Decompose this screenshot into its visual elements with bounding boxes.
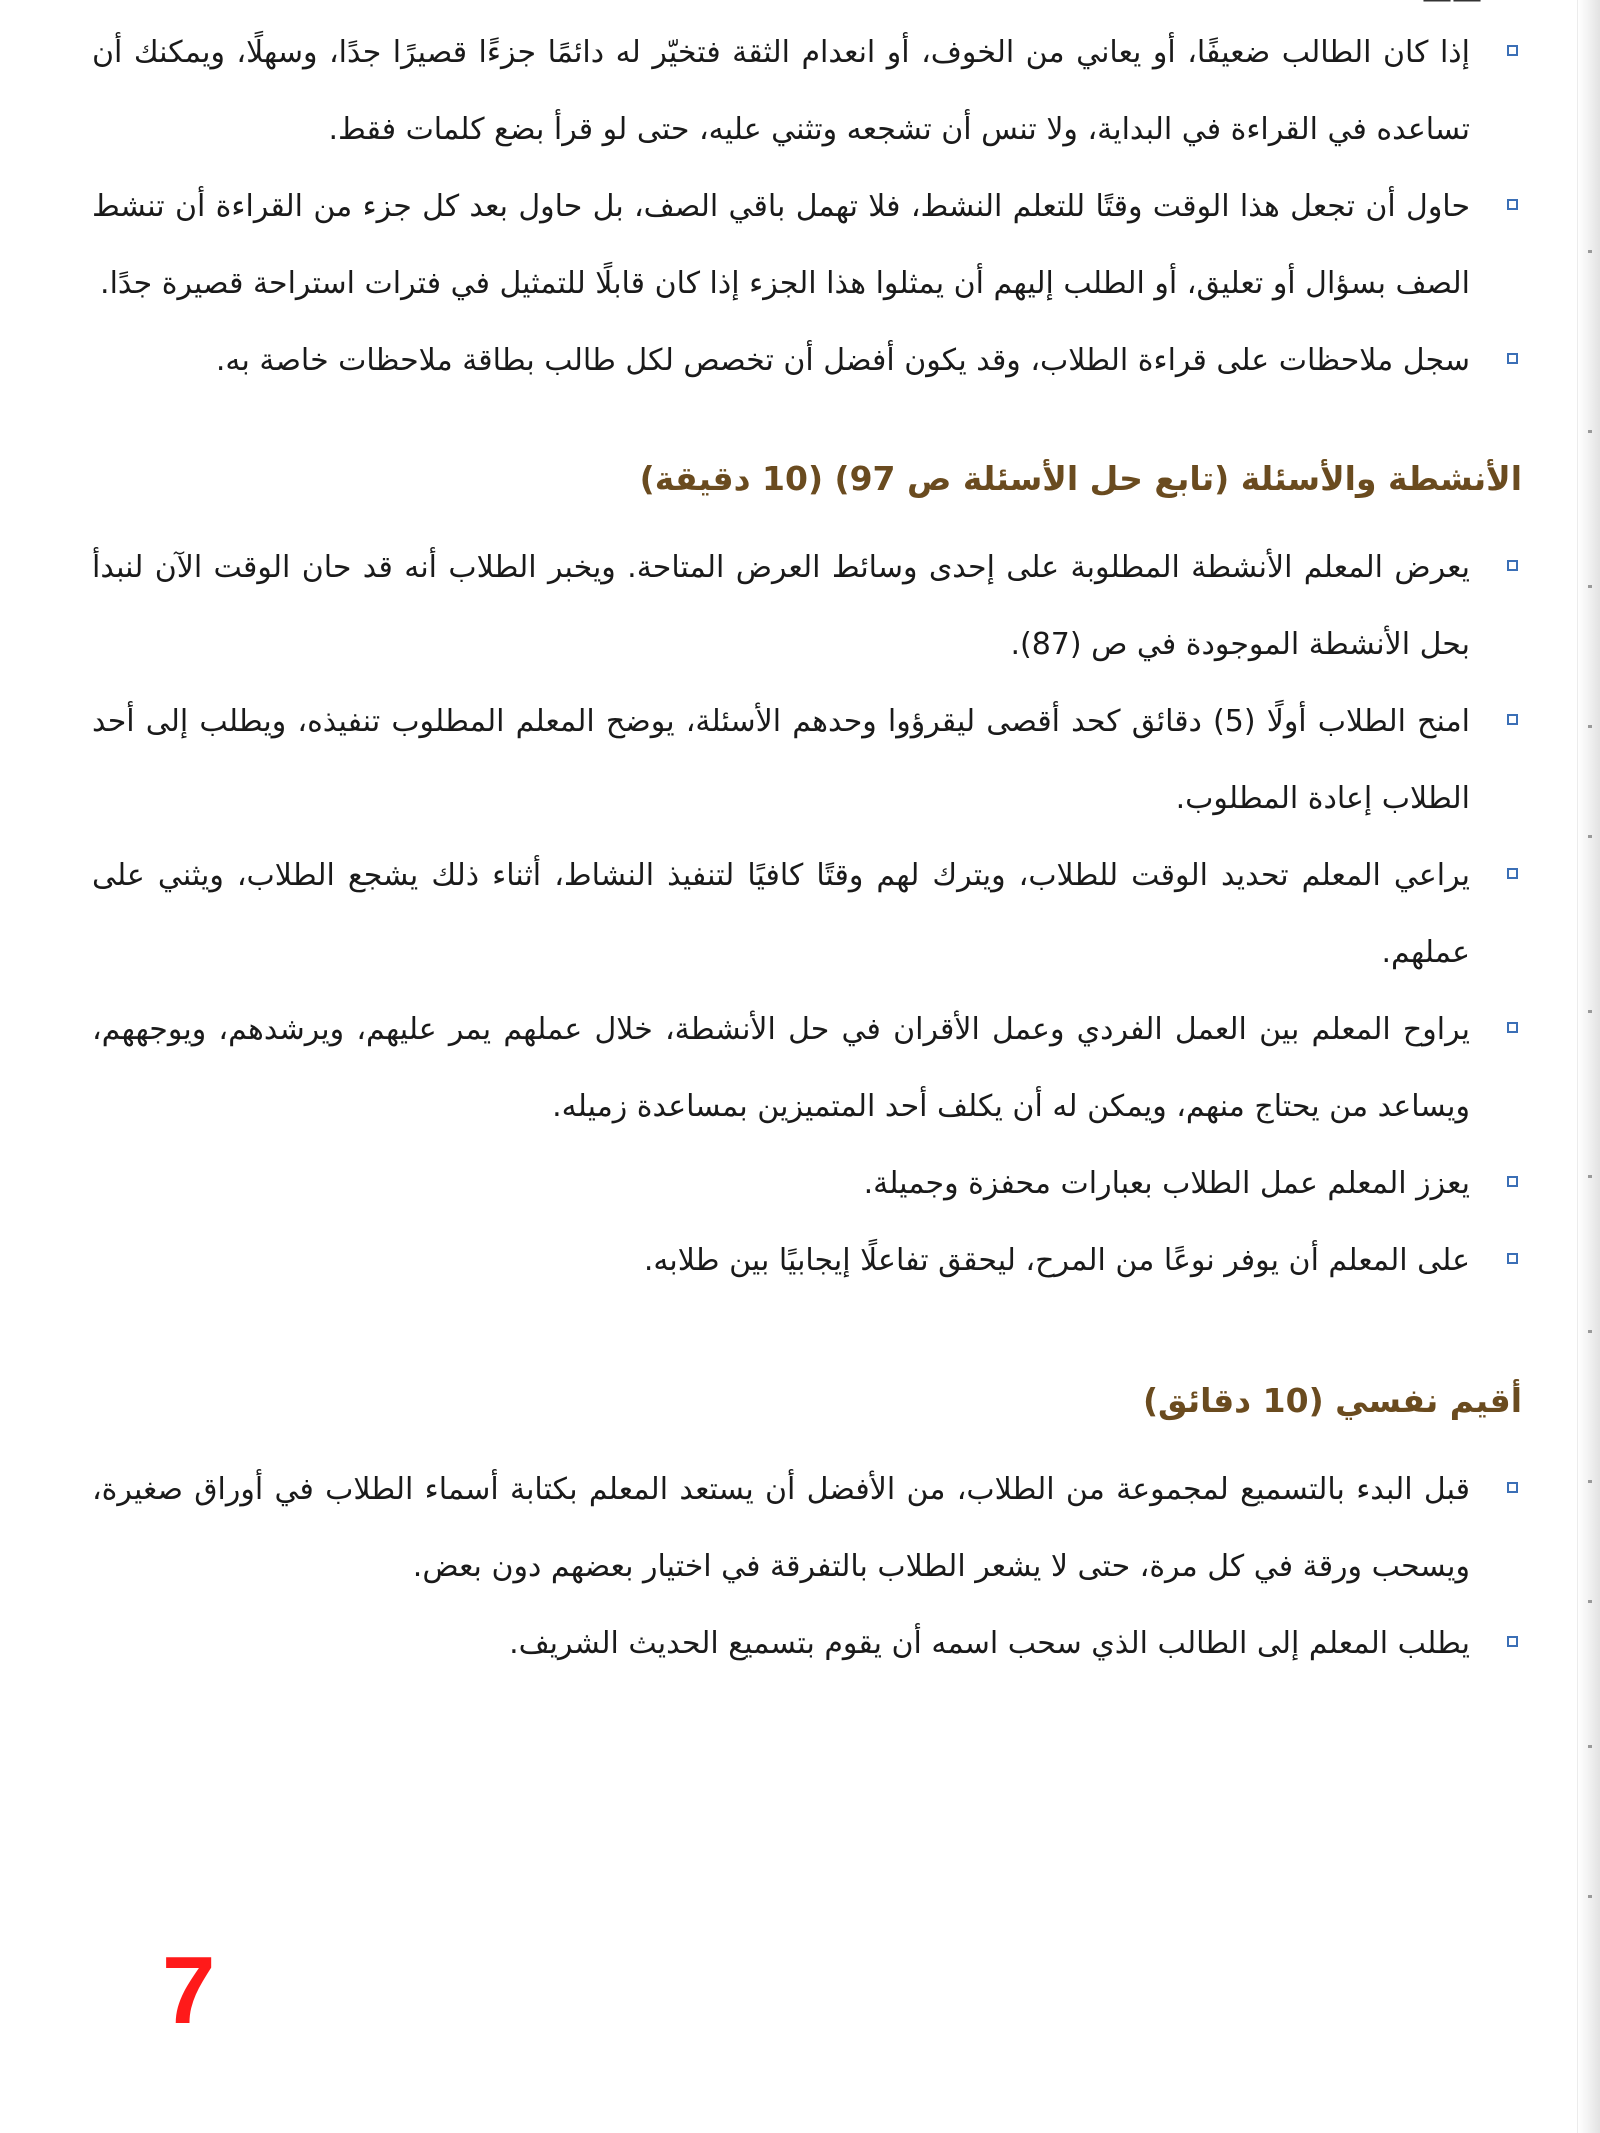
list-item-text: حاول أن تجعل هذا الوقت وقتًا للتعلم النشط، فلا تهمل باقي الصف، بل حاول بعد كل جزء من القراءة أن تنشط الصف بسؤال أو تعليق، أو الطلب إليهم أن يمثلوا هذا الجزء إذا كان قابلًا للتمثيل في فترات استراحة قصيرة جدًا. [92,189,1470,301]
section-title-self-assessment: أقيم نفسي (10 دقائق) [1142,1381,1522,1420]
square-bullet-icon [1507,45,1518,56]
activities-bullet-list [92,529,1522,1299]
list-item-text: إذا كان الطالب ضعيفًا، أو يعاني من الخوف، أو انعدام الثقة فتخيّر له دائمًا جزءًا قصيرًا جدًا، وسهلًا، ويمكنك أن تساعده في القراءة في البداية، ولا تنس أن تشجعه وتثني عليه، حتى لو قرأ بضع كلمات فقط. [92,35,1470,147]
square-bullet-icon [1507,1022,1518,1033]
list-item [92,322,1522,399]
list-item [92,1451,1522,1605]
cut-off-line [92,0,1522,14]
list-item [92,529,1522,683]
list-item-text: يطلب المعلم إلى الطالب الذي سحب اسمه أن يقوم بتسميع الحديث الشريف. [509,1626,1470,1661]
list-item-text: يعزز المعلم عمل الطلاب بعبارات محفزة وجميلة. [863,1166,1470,1201]
self-assessment-bullet-list [92,1451,1522,1682]
page-edge-strip [1577,0,1600,2133]
square-bullet-icon [1507,1482,1518,1493]
list-item-text: على المعلم أن يوفر نوعًا من المرح، ليحقق تفاعلًا إيجابيًا بين طلابه. [643,1243,1470,1278]
list-item [92,14,1522,168]
list-item [92,1145,1522,1222]
list-item-text: سجل ملاحظات على قراءة الطلاب، وقد يكون أفضل أن تخصص لكل طالب بطاقة ملاحظات خاصة به. [215,343,1470,378]
square-bullet-icon [1507,1176,1518,1187]
list-item [92,837,1522,991]
list-item [92,1605,1522,1682]
list-item [92,683,1522,837]
page-number: 7 [162,1937,216,2044]
list-item-text: يراعي المعلم تحديد الوقت للطلاب، ويترك لهم وقتًا كافيًا لتنفيذ النشاط، أثناء ذلك يشجع الطلاب، ويثني على عملهم. [92,858,1470,970]
square-bullet-icon [1507,1253,1518,1264]
square-bullet-icon [1507,199,1518,210]
list-item-text: يعرض المعلم الأنشطة المطلوبة على إحدى وسائط العرض المتاحة. ويخبر الطلاب أنه قد حان الوقت الآن لنبدأ بحل الأنشطة الموجودة في ص (87). [92,550,1470,662]
square-bullet-icon [1507,714,1518,725]
list-item-text: قبل البدء بالتسميع لمجموعة من الطلاب، من الأفضل أن يستعد المعلم بكتابة أسماء الطلاب في أوراق صغيرة، ويسحب ورقة في كل مرة، حتى لا يشعر الطلاب بالتفرقة في اختيار بعضهم دون بعض. [92,1472,1470,1584]
reading-bullet-list [92,14,1522,399]
square-bullet-icon [1507,560,1518,571]
page-content [92,0,1522,1682]
square-bullet-icon [1507,1636,1518,1647]
square-bullet-icon [1507,868,1518,879]
list-item [92,991,1522,1145]
list-item-text: يراوح المعلم بين العمل الفردي وعمل الأقران في حل الأنشطة، خلال عملهم يمر عليهم، ويرشدهم، ويوجههم، ويساعد من يحتاج منهم، ويمكن له أن يكلف أحد المتميزين بمساعدة زميله. [92,1012,1470,1124]
list-item [92,168,1522,322]
section-title-activities: الأنشطة والأسئلة (تابع حل الأسئلة ص 97) (10 دقيقة) [639,459,1522,498]
square-bullet-icon [1507,353,1518,364]
list-item-text: امنح الطلاب أولًا (5) دقائق كحد أقصى ليقرؤوا وحدهم الأسئلة، يوضح المعلم المطلوب تنفيذه، ويطلب إلى أحد الطلاب إعادة المطلوب. [92,704,1470,816]
list-item [92,1222,1522,1299]
